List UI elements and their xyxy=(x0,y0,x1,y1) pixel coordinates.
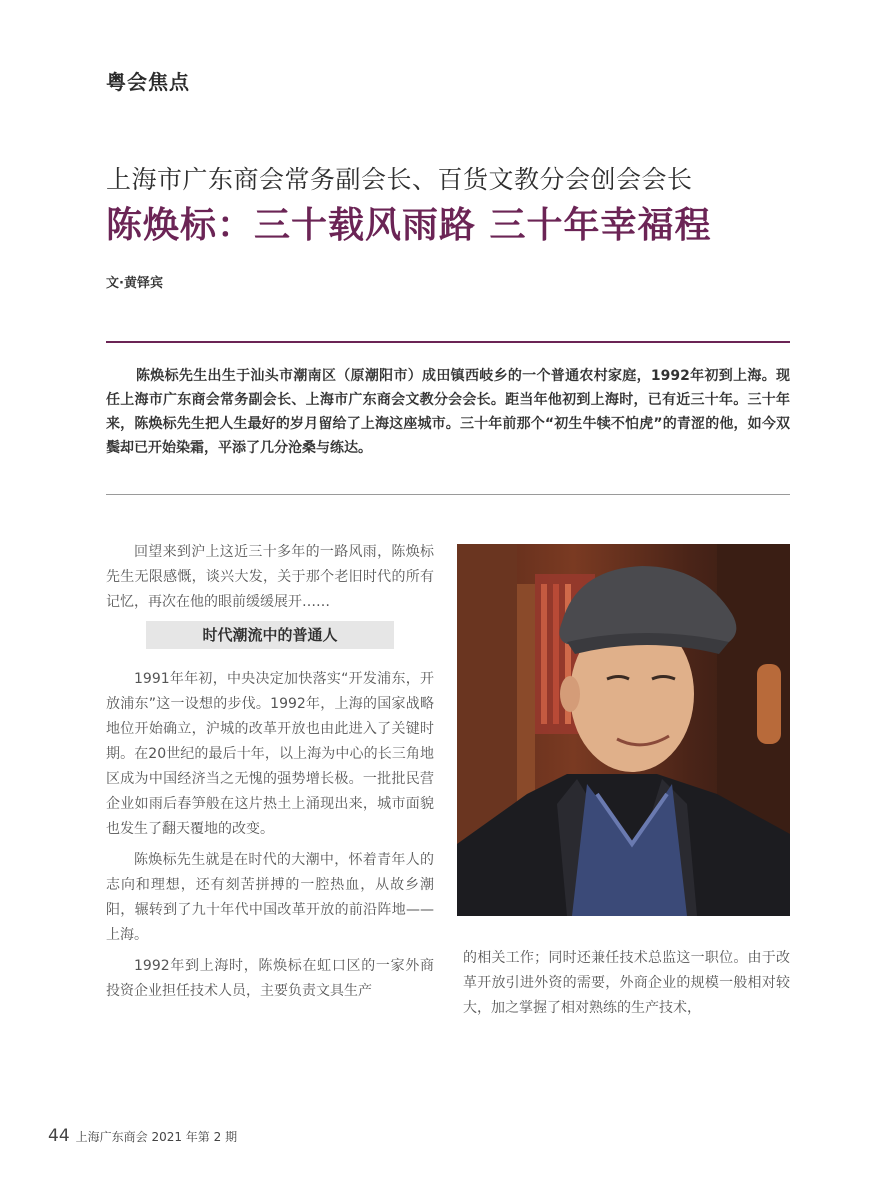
article-byline: 文·黄铎宾 xyxy=(106,276,163,291)
body-paragraph: 回望来到沪上这近三十多年的一路风雨，陈焕标先生无限感慨，谈兴大发，关于那个老旧时代的所有记忆，再次在他的眼前缓缓展开…… xyxy=(106,544,434,610)
section-tag: 粤会焦点 xyxy=(106,70,190,94)
top-divider xyxy=(106,341,790,343)
body-paragraph: 的相关工作；同时还兼任技术总监这一职位。由于改革开放引进外资的需要，外商企业的规模一般相对较大，加之掌握了相对熟练的生产技术， xyxy=(463,950,790,1016)
publication-name: 上海广东商会 2021 年第 2 期 xyxy=(75,1130,238,1144)
right-column xyxy=(463,946,790,1027)
bottom-divider xyxy=(106,494,790,495)
portrait-photo xyxy=(457,544,790,916)
article-subtitle: 上海市广东商会常务副会长、百货文教分会创会会长 xyxy=(106,165,693,194)
body-paragraph: 1991年年初，中央决定加快落实“开发浦东，开放浦东”这一设想的步伐。1992年，上海的国家战略地位开始确立，沪城的改革开放也由此进入了关键时期。在20世纪的最后十年，以上海为中心的长三角地区成为中国经济当之无愧的强势增长极。一批批民营企业如雨后春笋般在这片热土上涌现出来，城市面貌也发生了翻天覆地的改变。 xyxy=(106,671,434,837)
body-paragraph: 1992年到上海时，陈焕标在虹口区的一家外商投资企业担任技术人员，主要负责文具生产 xyxy=(106,958,434,999)
page-footer xyxy=(48,1126,237,1146)
section-heading: 时代潮流中的普通人 xyxy=(146,621,394,649)
article-intro: 陈焕标先生出生于汕头市潮南区（原潮阳市）成田镇西岐乡的一个普通农村家庭，1992年初到上海。现任上海市广东商会常务副会长、上海市广东商会文教分会会长。距当年他初到上海时，已有近三十年。三十年来，陈焕标先生把人生最好的岁月留给了上海这座城市。三十年前那个“初生牛犊不怕虎”的青涩的他，如今双鬓却已开始染霜，平添了几分沧桑与练达。 xyxy=(106,368,790,456)
left-column xyxy=(106,540,434,1010)
article-title: 陈焕标：三十载风雨路 三十年幸福程 xyxy=(106,205,712,246)
body-paragraph: 陈焕标先生就是在时代的大潮中，怀着青年人的志向和理想，还有刻苦拼搏的一腔热血，从故乡潮阳，辗转到了九十年代中国改革开放的前沿阵地——上海。 xyxy=(106,852,434,943)
portrait-illustration xyxy=(457,544,790,916)
page-number: 44 xyxy=(48,1126,70,1146)
